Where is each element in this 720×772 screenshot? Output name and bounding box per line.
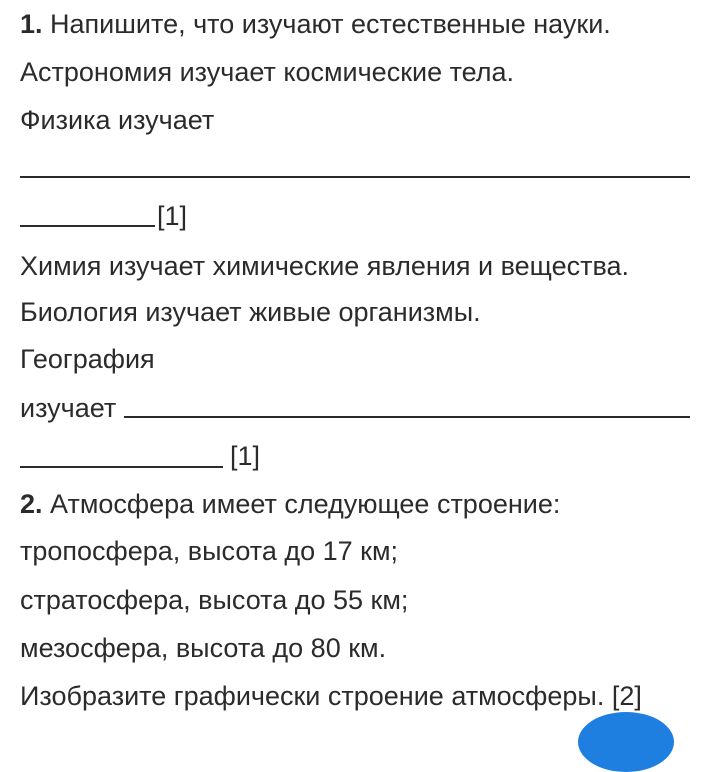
biology-line: Биология изучает живые организмы. — [20, 297, 481, 327]
question-2-score: [2] — [611, 681, 642, 711]
mesosphere-line: мезосфера, высота до 80 км. — [20, 633, 387, 663]
stratosphere-line: стратосфера, высота до 55 км; — [20, 585, 409, 615]
troposphere-line: тропосфера, высота до 17 км; — [20, 536, 399, 566]
question-2-prompt: Атмосфера имеет следующее строение: — [50, 489, 561, 519]
question-2-heading — [20, 488, 560, 520]
question-2-task — [20, 680, 642, 712]
question-1-prompt: Напишите, что изучают естественные науки. — [50, 9, 611, 39]
physics-line: Физика изучает — [20, 105, 215, 135]
floating-action-badge[interactable] — [578, 712, 674, 772]
question-2-task-text: Изобразите графически строение атмосферы. — [20, 681, 605, 711]
question-2-number: 2. — [20, 489, 43, 519]
geography-studies-label: изучает — [20, 393, 117, 423]
geography-answer-blank-1[interactable] — [124, 416, 690, 418]
geography-answer-blank-2[interactable] — [20, 466, 223, 468]
physics-answer-blank-1[interactable] — [20, 176, 690, 178]
physics-score: [1] — [157, 201, 188, 231]
question-1-heading — [20, 8, 611, 40]
physics-answer-blank-2[interactable] — [20, 225, 155, 227]
astronomy-line: Астрономия изучает космические тела. — [20, 57, 515, 87]
geography-line: География — [20, 344, 155, 374]
question-1-number: 1. — [20, 9, 43, 39]
geography-score: [1] — [230, 441, 261, 471]
chemistry-line: Химия изучает химические явления и вещества. — [20, 251, 630, 281]
